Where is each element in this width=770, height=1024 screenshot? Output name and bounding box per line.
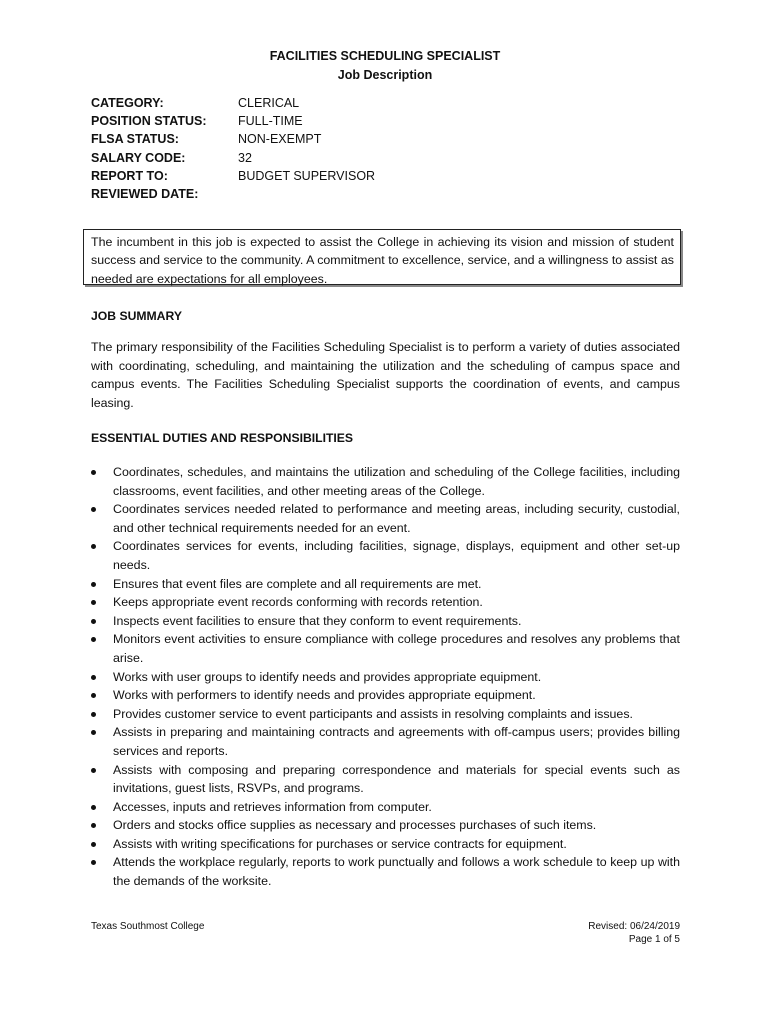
meta-row-position-status <box>91 112 375 130</box>
duty-item <box>91 761 680 798</box>
duty-item <box>91 500 680 537</box>
document-subtitle: Job Description <box>337 68 433 82</box>
duty-text: Coordinates, schedules, and maintains the utilization and scheduling of the College facilities, including classrooms, event facilities, and other meeting areas of the College. <box>113 465 680 498</box>
meta-label: REVIEWED DATE: <box>91 186 199 201</box>
revised-date: Revised: 06/24/2019 <box>588 921 680 932</box>
duty-text: Keeps appropriate event records conforming with records retention. <box>113 595 483 610</box>
duty-text: Coordinates services needed related to performance and meeting areas, including security, custodial, and other technical requirements needed for an event. <box>113 502 680 535</box>
duty-item <box>91 593 680 612</box>
duty-item <box>91 537 680 574</box>
duty-text: Monitors event activities to ensure compliance with college procedures and resolves any problems that arise. <box>113 632 680 665</box>
duties-list <box>91 463 680 891</box>
duty-text: Accesses, inputs and retrieves information from computer. <box>113 799 432 814</box>
expectations-notice-box: The incumbent in this job is expected to assist the College in achieving its vision and mission of student success and service to the community. A commitment to excellence, service, and a willingness to assist as needed are expectations for all employees. <box>83 229 681 285</box>
duty-item <box>91 575 680 594</box>
document-title: FACILITIES SCHEDULING SPECIALIST <box>269 49 501 63</box>
duty-text: Attends the workplace regularly, reports to work punctually and follows a work schedule to keep up with the demands of the worksite. <box>113 855 680 889</box>
footer-revision <box>588 920 680 946</box>
meta-row-reviewed-date <box>91 185 375 203</box>
meta-row-report-to <box>91 167 375 185</box>
position-details <box>91 94 375 203</box>
meta-label: SALARY CODE: <box>91 150 186 165</box>
duty-item <box>91 686 680 705</box>
duty-item <box>91 612 680 631</box>
duty-text: Orders and stocks office supplies as necessary and processes purchases of such items. <box>113 818 597 833</box>
duty-text: Assists with writing specifications for purchases or service contracts for equipment. <box>113 836 567 851</box>
duty-text: Inspects event facilities to ensure that they conform to event requirements. <box>113 613 522 628</box>
meta-value: NON-EXEMPT <box>238 132 322 147</box>
meta-value: BUDGET SUPERVISOR <box>238 168 376 183</box>
duty-text: Coordinates services for events, including facilities, signage, displays, equipment and other set-up needs. <box>113 539 680 572</box>
duty-text: Ensures that event files are complete and all requirements are met. <box>113 576 482 591</box>
duty-item <box>91 816 680 835</box>
job-summary-heading: JOB SUMMARY <box>91 309 182 323</box>
duty-text: Works with user groups to identify needs and provides appropriate equipment. <box>113 669 542 684</box>
meta-row-salary-code <box>91 149 375 167</box>
duty-item <box>91 835 680 854</box>
duty-text: Provides customer service to event participants and assists in resolving complaints and issues. <box>113 706 633 721</box>
duty-text: Assists with composing and preparing correspondence and materials for special events such as invitations, guest lists, RSVPs, and programs. <box>113 762 680 796</box>
duty-item <box>91 463 680 500</box>
duty-item <box>91 630 680 667</box>
meta-label: FLSA STATUS: <box>91 132 179 147</box>
duty-text: Works with performers to identify needs and provides appropriate equipment. <box>113 688 536 703</box>
meta-value: FULL-TIME <box>238 114 303 129</box>
meta-value: CLERICAL <box>238 96 300 110</box>
duty-item <box>91 668 680 687</box>
job-summary-text: The primary responsibility of the Facilities Scheduling Specialist is to perform a variety of duties associated with coordinating, scheduling, and maintaining the utilization and the scheduling of campus space and campus events. The Facilities Scheduling Specialist supports the coordination of events, and campus leasing. <box>91 340 680 410</box>
meta-row-category <box>91 94 375 112</box>
meta-row-flsa-status <box>91 130 375 148</box>
page-number: Page 1 of 5 <box>628 934 680 945</box>
meta-label: REPORT TO: <box>91 168 168 183</box>
footer-organization: Texas Southmost College <box>91 921 205 932</box>
duty-item <box>91 723 680 760</box>
meta-value: 32 <box>238 150 252 165</box>
duty-text: Assists in preparing and maintaining contracts and agreements with off-campus users; provides billing services and reports. <box>113 725 680 758</box>
duty-item <box>91 853 680 890</box>
duties-heading: ESSENTIAL DUTIES AND RESPONSIBILITIES <box>91 431 354 445</box>
duty-item <box>91 705 680 724</box>
duty-item <box>91 798 680 817</box>
meta-label: CATEGORY: <box>91 96 164 110</box>
meta-label: POSITION STATUS: <box>91 114 207 129</box>
